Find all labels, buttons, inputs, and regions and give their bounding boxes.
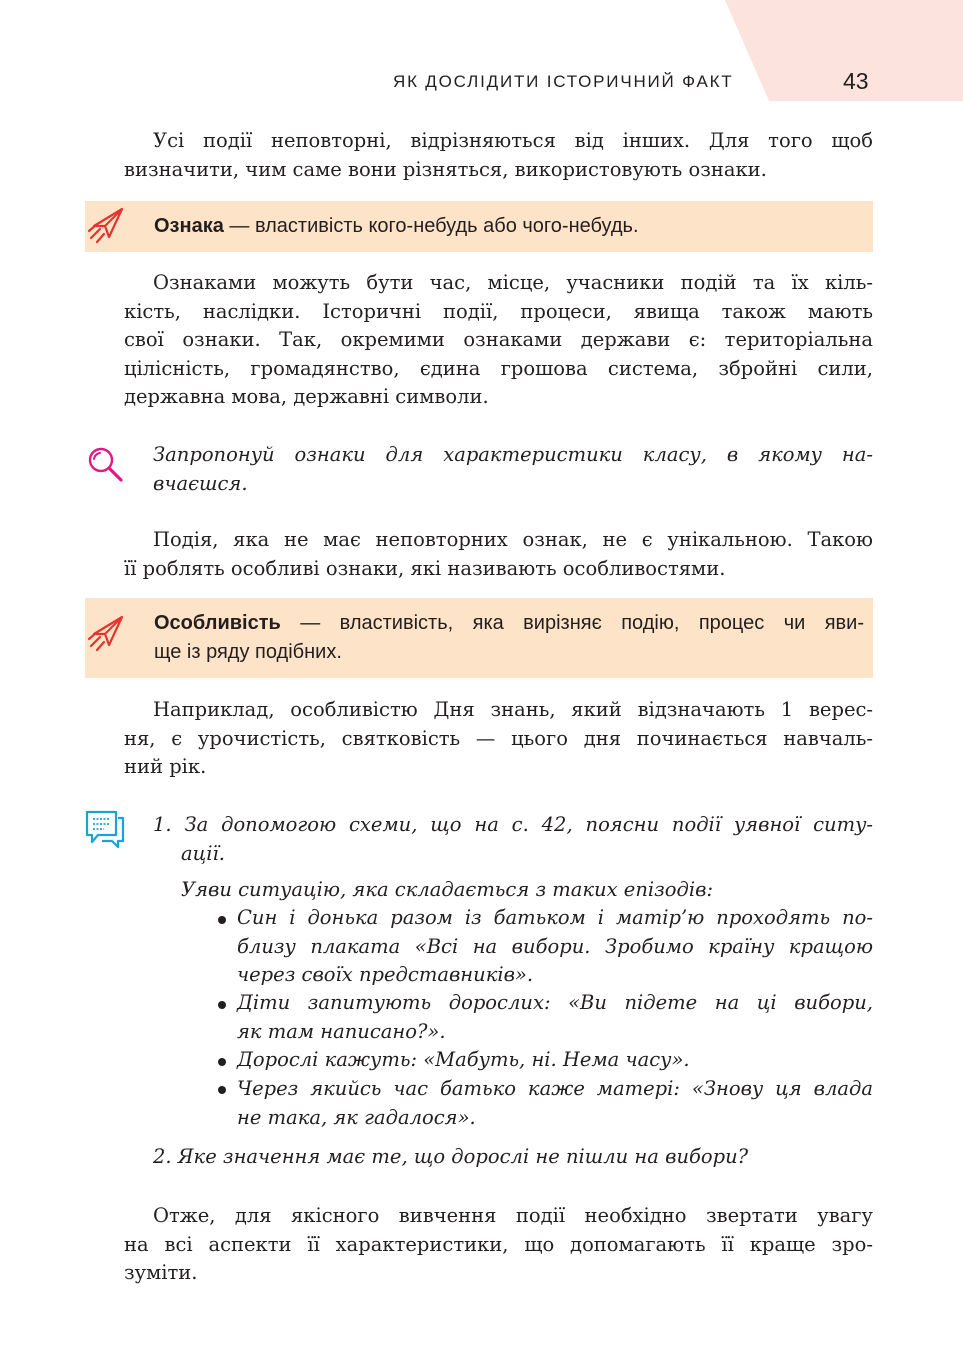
chat-bubble-icon: [84, 809, 126, 849]
text-line: через своїх представників».: [237, 963, 534, 986]
text-line: ації.: [181, 841, 225, 865]
bullet-marker: [218, 1001, 226, 1009]
bullet-marker: [218, 1086, 226, 1094]
text-line: визначити, чим саме вони різняться, використовують ознаки.: [124, 157, 767, 181]
running-title: ЯК ДОСЛІДИТИ ІСТОРИЧНИЙ ФАКТ: [393, 72, 734, 91]
definition-body: — властивість, яка вирізняє подію, процес чи яви-: [280, 612, 864, 634]
episode-3: [237, 1046, 873, 1075]
text-line: цілісність, громадянство, єдина грошова система, збройні сили,: [124, 356, 873, 380]
text-line: Дорослі кажуть: «Мабуть, ні. Нема часу».: [237, 1048, 690, 1071]
paper-plane-icon: [87, 612, 125, 652]
paper-plane-icon: [87, 204, 125, 244]
text-line: Син і донька разом із батьком і матір’ю проходять по-: [237, 906, 873, 929]
paragraph-5: [124, 1202, 873, 1288]
task-intro: Уяви ситуацію, яка складається з таких епізодів:: [181, 878, 714, 901]
text-line: зуміти.: [124, 1261, 198, 1284]
text-line: свої ознаки. Так, окремими ознаками держави є: територіальна: [124, 328, 873, 351]
definition-box-1: [85, 201, 873, 252]
paragraph-4: [124, 696, 873, 782]
task-2: 2. Яке значення має те, що дорослі не пішли на вибори?: [153, 1145, 749, 1168]
text-line: [154, 609, 864, 638]
definition-term: Особливість: [154, 612, 281, 634]
text-line: Через якийсь час батько каже матері: «Знову ця влада: [237, 1077, 873, 1100]
paragraph-3: [124, 526, 873, 583]
definition-text: [154, 212, 864, 241]
text-line: як там написано?».: [237, 1019, 446, 1043]
text-line: державна мова, державні символи.: [124, 385, 489, 408]
text-line: Усі події неповторні, відрізняються від інших. Для того щоб: [153, 129, 873, 152]
paragraph-1: [124, 127, 873, 184]
task-1: [153, 811, 873, 868]
definition-body: — властивість кого-небудь або чого-небудь.: [223, 215, 639, 237]
text-line: Діти запитують дорослих: «Ви підете на ці вибори,: [237, 991, 873, 1014]
text-line: Отже, для якісного вивчення події необхідно звертати увагу: [153, 1204, 873, 1227]
text-line: 1. За допомогою схеми, що на с. 42, поясни події уявної ситу-: [153, 813, 873, 836]
definition-text: [154, 609, 864, 666]
text-line: на всі аспекти її характеристики, що допомагають її краще зро-: [124, 1232, 873, 1256]
text-line: ня, є урочистість, святковість — цього дня починається навчаль-: [124, 726, 873, 750]
text-line: Ознаками можуть бути час, місце, учасники подій та їх кіль-: [153, 271, 873, 294]
definition-box-2: [85, 598, 873, 678]
text-line: близу плаката «Всі на вибори. Зробимо країну кращою: [237, 934, 873, 958]
text-line: не така, як гадалося».: [237, 1105, 476, 1129]
text-line: Наприклад, особливістю Дня знань, який відзначають 1 верес-: [153, 698, 873, 721]
text-line: ще із ряду подібних.: [154, 640, 342, 663]
episode-1: [237, 904, 873, 990]
text-line: її роблять особливі ознаки, які називають особливостями.: [124, 556, 726, 580]
bullet-marker: [218, 916, 226, 924]
text-line: кість, наслідки. Історичні події, процеси, явища також мають: [124, 299, 873, 323]
definition-term: Ознака: [154, 215, 224, 237]
bullet-marker: [218, 1058, 226, 1066]
page-number: 43: [843, 68, 869, 94]
paragraph-2: [124, 269, 873, 412]
text-line: вчаєшся.: [153, 471, 248, 495]
episode-2: [237, 989, 873, 1046]
magnifier-icon: [86, 445, 126, 485]
text-line: ний рік.: [124, 755, 207, 778]
text-line: Запропонуй ознаки для характеристики класу, в якому на-: [153, 443, 873, 466]
question-text: [153, 441, 873, 498]
text-line: Подія, яка не має неповторних ознак, не є унікальною. Такою: [153, 528, 873, 551]
episode-4: [237, 1075, 873, 1132]
